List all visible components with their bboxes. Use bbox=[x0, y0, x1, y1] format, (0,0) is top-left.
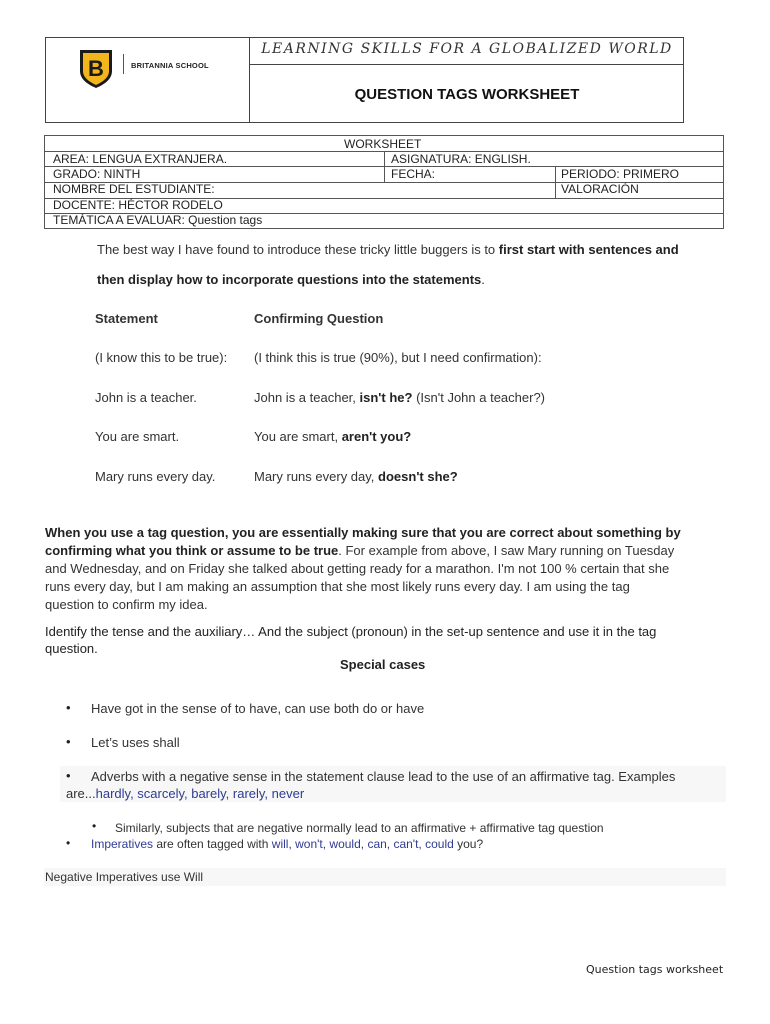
student-info-table bbox=[44, 135, 724, 229]
logo-letter: B bbox=[88, 56, 104, 81]
grado-field: GRADO: NINTH bbox=[53, 167, 141, 181]
page-footer: Question tags worksheet bbox=[586, 963, 724, 976]
example-question: You are smart, aren't you? bbox=[254, 429, 412, 444]
valoracion-field: VALORACIÓN bbox=[561, 182, 639, 196]
statement-header: Statement bbox=[95, 311, 158, 326]
worksheet-title: QUESTION TAGS WORKSHEET bbox=[354, 86, 580, 103]
example-statement: John is a teacher. bbox=[95, 390, 197, 405]
fecha-field: FECHA: bbox=[391, 167, 436, 181]
identify-line-2: question. bbox=[45, 641, 98, 656]
bullet-icon: • bbox=[66, 700, 71, 715]
header-divider-horizontal bbox=[249, 64, 684, 65]
example-statement: (I know this to be true): bbox=[95, 350, 228, 365]
intro-line-2: then display how to incorporate questions into the statements. bbox=[97, 272, 485, 287]
example-statement: You are smart. bbox=[95, 429, 180, 444]
bullet-icon: • bbox=[66, 734, 71, 749]
special-cases-title: Special cases bbox=[340, 657, 426, 672]
logo-separator bbox=[123, 54, 124, 74]
tematica-field: TEMÁTICA A EVALUAR: Question tags bbox=[53, 213, 263, 227]
example-question: (I think this is true (90%), but I need confirmation): bbox=[254, 350, 542, 365]
special-case-item: Adverbs with a negative sense in the statement clause lead to the use of an affirmative tag. Examples bbox=[91, 769, 676, 784]
school-name: BRITANNIA SCHOOL bbox=[131, 61, 209, 70]
school-motto: LEARNING SKILLS FOR A GLOBALIZED WORLD bbox=[261, 41, 673, 57]
explanation-line-4: runs every day, but I am making an assumption that she most likely runs every day. I am using the tag bbox=[45, 579, 630, 594]
explanation-line-2: confirming what you think or assume to be true. For example from above, I saw Mary running on Tuesday bbox=[45, 543, 675, 558]
bullet-icon: • bbox=[66, 768, 71, 783]
example-statement: Mary runs every day. bbox=[95, 469, 216, 484]
explanation-line-1: When you use a tag question, you are essentially making sure that you are correct about something by bbox=[45, 525, 681, 540]
special-case-item: Have got in the sense of to have, can use both do or have bbox=[91, 701, 425, 716]
example-question: John is a teacher, isn't he? (Isn't John a teacher?) bbox=[254, 390, 546, 405]
bullet-icon: • bbox=[66, 836, 71, 850]
example-question: Mary runs every day, doesn't she? bbox=[254, 469, 458, 484]
worksheet-label: WORKSHEET bbox=[344, 137, 422, 151]
negative-imperatives-note: Negative Imperatives use Will bbox=[45, 870, 204, 884]
confirming-question-header: Confirming Question bbox=[254, 311, 384, 326]
bullet-icon: • bbox=[92, 819, 97, 833]
special-case-item: Let’s uses shall bbox=[91, 735, 180, 750]
explanation-line-5: question to confirm my idea. bbox=[45, 597, 208, 612]
docente-field: DOCENTE: HÉCTOR RODELO bbox=[53, 198, 223, 212]
special-case-item-continued: are...hardly, scarcely, barely, rarely, never bbox=[66, 786, 305, 801]
periodo-field: PERIODO: PRIMERO bbox=[561, 167, 680, 181]
asignatura-field: ASIGNATURA: ENGLISH. bbox=[391, 152, 531, 166]
identify-line-1: Identify the tense and the auxiliary… And the subject (pronoun) in the set-up sentence and use it in the tag bbox=[45, 624, 657, 639]
area-field: AREA: LENGUA EXTRANJERA. bbox=[53, 152, 228, 166]
nombre-field: NOMBRE DEL ESTUDIANTE: bbox=[53, 182, 215, 196]
intro-line-1: The best way I have found to introduce these tricky little buggers is to first start with sentences and bbox=[97, 242, 679, 257]
explanation-line-3: and Wednesday, and on Friday she talked about getting ready for a marathon. I'm not 100 % certain that she bbox=[45, 561, 670, 576]
special-case-subitem: Similarly, subjects that are negative normally lead to an affirmative + affirmative tag question bbox=[115, 821, 604, 835]
special-case-item: Imperatives are often tagged with will, won't, would, can, can't, could you? bbox=[91, 837, 484, 851]
school-shield-logo bbox=[79, 49, 113, 89]
header-divider-vertical bbox=[249, 38, 250, 122]
header-box bbox=[45, 37, 684, 123]
